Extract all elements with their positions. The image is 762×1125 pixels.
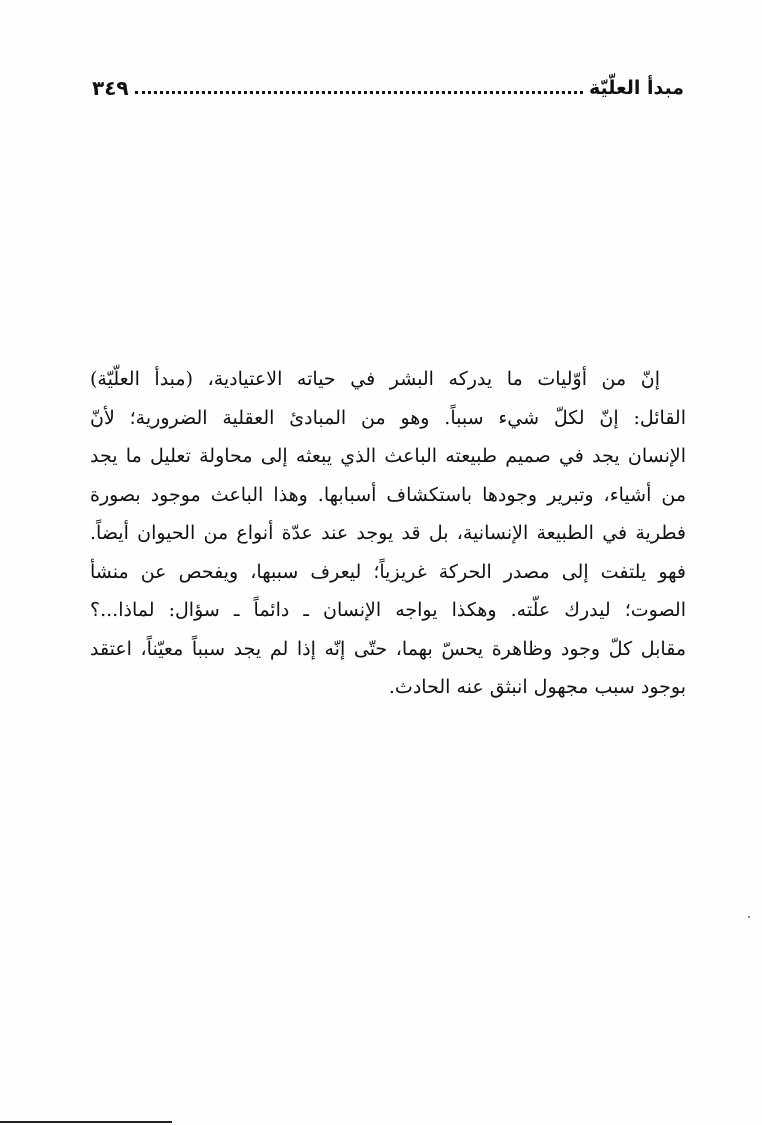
text-line: الصوت؛ ليدرك علّته. وهكذا يواجه الإنسان ـ دائماً ـ سؤال: لماذا...؟ [90, 599, 686, 621]
scan-speck [748, 916, 750, 918]
text-line: فهو يلتفت إلى مصدر الحركة غريزياً؛ ليعرف سببها، ويفحص عن منشأ [90, 560, 686, 583]
paragraph [90, 360, 686, 707]
bottom-edge-rule [0, 1121, 172, 1123]
text-line: من أشياء، وتبرير وجودها باستكشاف أسبابها. وهذا الباعث موجود بصورة [90, 483, 686, 506]
text-line: بوجود سبب مجهول انبثق عنه الحادث. [388, 676, 686, 698]
leader-dots [135, 91, 583, 94]
text-line: فطرية في الطبيعة الإنسانية، بل قد يوجد عند عدّة أنواع من الحيوان أيضاً. [90, 522, 686, 544]
chapter-title: مبدأ العلّيّة [588, 77, 684, 99]
page-number: ٣٤٩ [92, 76, 129, 100]
text-line: القائل: إنّ لكلّ شيء سبباً. وهو من المبادئ العقلية الضرورية؛ لأنّ [90, 406, 686, 429]
running-header [92, 68, 684, 108]
text-line: مقابل كلّ وجود وظاهرة يحسّ بهما، حتّى إنّه إذا لم يجد سبباً معيّناً، اعتقد [90, 637, 686, 660]
text-line: إنّ من أوّليات ما يدركه البشر في حياته الاعتيادية، (مبدأ العلّيّة) [90, 368, 660, 390]
text-line: الإنسان يجد في صميم طبيعته الباعث الذي يبعثه إلى محاولة تعليل ما يجد [90, 445, 686, 467]
